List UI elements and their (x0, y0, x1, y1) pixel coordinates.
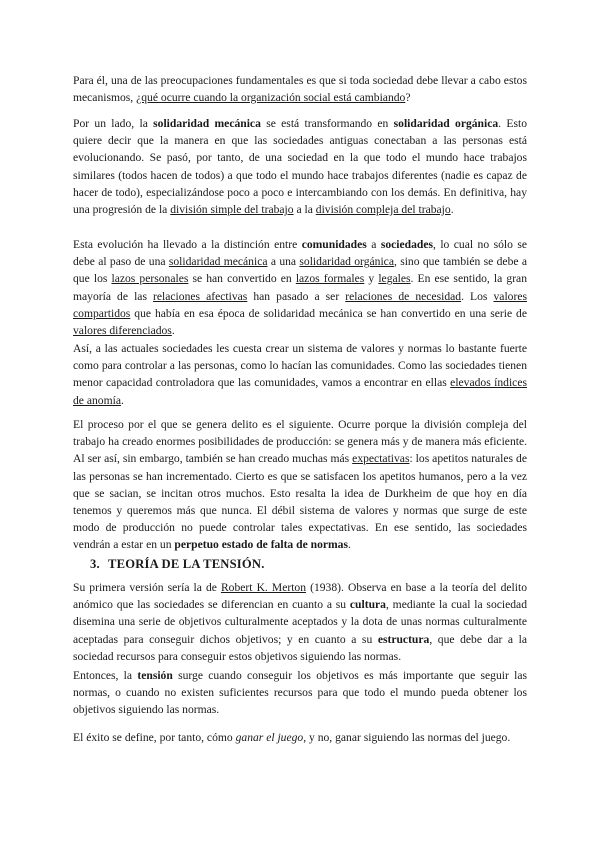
term-simple-division: división simple del trabajo (170, 203, 294, 217)
term-complex-division: división compleja del trabajo (315, 203, 451, 217)
term-tension: tensión (137, 669, 173, 682)
term-societies: sociedades (380, 238, 433, 251)
paragraph-success: El éxito se define, por tanto, cómo ganar el juego, y no, ganar siguiendo las normas del juego. (73, 731, 511, 744)
paragraph-anomie: Así, a las actuales sociedades les cuesta crear un sistema de valores y normas lo bastante fuerte como para controlar a las personas, como lo hacían las comunidades. Como las sociedades tienen menor capacidad controladora que las comunidades, vamos a encontrar en ellas elevados índices de anomía. (73, 342, 527, 407)
term-win-the-game: ganar el juego (235, 731, 304, 744)
paragraph-solidarity: Por un lado, la solidaridad mecánica se está transformando en solidaridad orgánica. Esto quiere decir que la manera en que las sociedades antiguas conectaban a las personas está evolucionando. Se pasó, por tanto, de una sociedad en la que todo el mundo hace trabajos similares (todos hacen de todos) a que todo el mundo hace trabajos diferentes (nadie es capaz de hacer de todo), especializándose poco a poco e intercambiando con los demás. En definitiva, hay una progresión de la división simple del trabajo a la división compleja del trabajo. (73, 117, 527, 217)
term-organic-solidarity: solidaridad orgánica (393, 117, 499, 130)
section-heading: 3. TEORÍA DE LA TENSIÓN. (90, 557, 265, 571)
term-lack-of-norms: perpetuo estado de falta de normas (174, 538, 348, 552)
paragraph-crime-process: El proceso por el que se genera delito es el siguiente. Ocurre porque la división compleja del trabajo ha creado enormes posibilidades de producción: se genera más y de manera más eficiente. Al ser así, sin embargo, también se han creado muchas más expectativas: los apetitos naturales de las personas se han incrementado. Cierto es que se satisfacen los apetitos humanos, pero a la vez que se sacian, se incitan otros muchos. Esto resalta la idea de Durkheim de que hoy en día tenemos y queremos más que nunca. El débil sistema de valores y normas que surge de este modo de producción no puede controlar tales expectativas. En ese sentido, las sociedades vendrán a estar en un perpetuo estado de falta de normas. (73, 418, 527, 552)
question-social-change: ¿qué ocurre cuando la organización social está cambiando (136, 91, 406, 105)
term-anomie-rates: elevados índices de anomía (73, 376, 527, 407)
term-expectations: expectativas (352, 452, 410, 466)
paragraph-durkheim-concern: Para él, una de las preocupaciones fundamentales es que si toda sociedad debe llevar a cabo estos mecanismos, ¿qué ocurre cuando la organización social está cambiando? (73, 74, 527, 105)
term-structure: estructura (377, 632, 430, 646)
term-communities: comunidades (301, 238, 367, 251)
paragraph-merton: Su primera versión sería la de Robert K. Merton (1938). Observa en base a la teoría del delito anómico que las sociedades se diferencian en cuanto a su cultura, mediante la cual la sociedad disemina una serie de objetivos culturalmente aceptados y la dota de unas normas culturalmente aceptadas para conseguir dichos objetivos; y en cuanto a su estructura, que debe dar a la sociedad recursos para conseguir estos objetivos siguiendo las normas. (73, 581, 527, 663)
author-merton: Robert K. Merton (220, 581, 307, 594)
term-culture: cultura (349, 598, 386, 612)
term-mechanical-solidarity: solidaridad mecánica (153, 117, 261, 130)
paragraph-tension: Entonces, la tensión surge cuando conseguir los objetivos es más importante que seguir las normas, o cuando no existen suficientes recursos para que todo el mundo pueda obtener los objetivos siguiendo las normas. (73, 669, 528, 717)
paragraph-communities-societies: Esta evolución ha llevado a la distinción entre comunidades a sociedades, lo cual no sólo se debe al paso de una solidaridad mecánica a una solidaridad orgánica, sino que también se debe a que los lazos personales se han convertido en lazos formales y legales. En ese sentido, la gran mayoría de las relaciones afectivas han pasado a ser relaciones de necesidad. Los valores compartidos que había en esa época de solidaridad mecánica se han convertido en una serie de valores diferenciados. (73, 238, 528, 338)
